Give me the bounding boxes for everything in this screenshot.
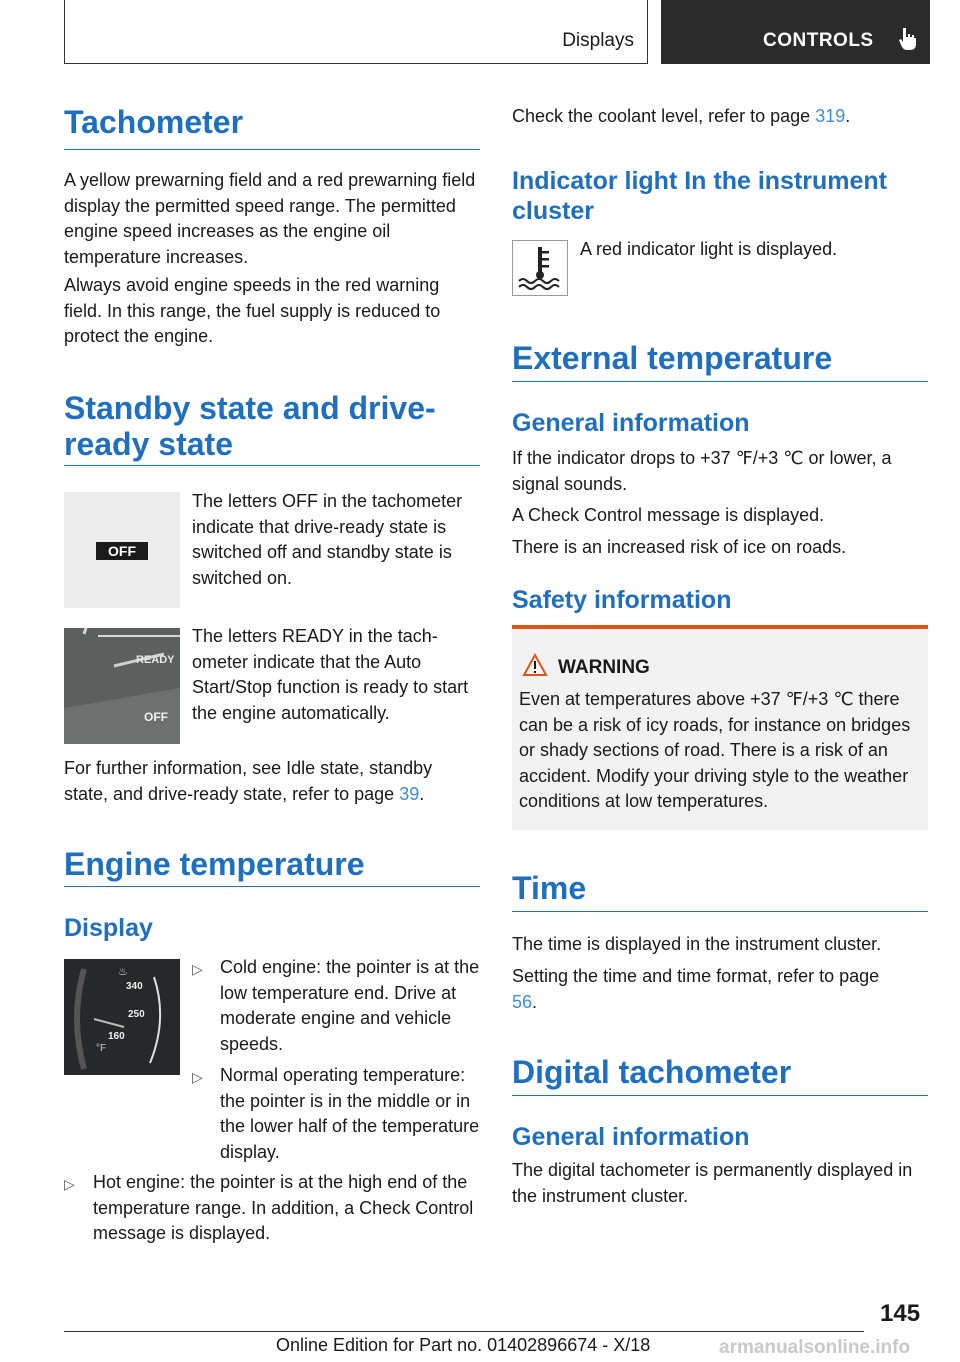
time-para-2 bbox=[512, 964, 892, 1015]
triangle-bullet-icon: ▷ bbox=[64, 1176, 75, 1192]
heading-digital-general-information: General information bbox=[512, 1123, 750, 1151]
header-section-title: Displays bbox=[562, 30, 634, 51]
external-para-1: If the indicator drops to +37 ℉/+3 ℃ or lower, a signal sounds. bbox=[512, 448, 892, 494]
coolant-check-text bbox=[512, 104, 928, 130]
heading-time: Time bbox=[512, 870, 928, 912]
coolant-check-end: . bbox=[845, 106, 851, 126]
page-link-39[interactable]: 39 bbox=[399, 783, 420, 804]
time-para-1: The time is displayed in the instrument cluster. bbox=[512, 934, 882, 954]
gauge-label-250: 250 bbox=[128, 1009, 145, 1020]
heading-external-temperature: External temperature bbox=[512, 340, 928, 382]
coolant-gauge-icon: ♨ bbox=[118, 966, 128, 978]
off-description: The letters OFF in the tachometer indicate that drive-ready state is switched off and standby state is switched on. bbox=[192, 491, 463, 588]
ready-description: The letters READY in the tachometer indicate that the Auto Start/Stop function is ready to start the engine automatically. bbox=[192, 626, 469, 723]
bullet-cold-engine-text: Cold engine: the pointer is at the low temperature end. Drive at moderate engine and vehicle speeds. bbox=[220, 957, 480, 1054]
heading-indicator-light bbox=[512, 166, 928, 226]
coolant-temperature-icon bbox=[512, 240, 568, 296]
gauge-label-160: 160 bbox=[108, 1031, 125, 1042]
external-para-3: There is an increased risk of ice on roads. bbox=[512, 537, 847, 557]
hand-pointer-icon bbox=[897, 26, 921, 57]
warning-title: WARNING bbox=[558, 657, 650, 678]
page-link-56[interactable]: 56 bbox=[512, 991, 533, 1012]
heading-safety-information: Safety information bbox=[512, 586, 732, 614]
further-info-body: For further information, see Idle state, standby state, and drive-ready state, refer to page bbox=[64, 758, 433, 804]
chapter-tab-label: CONTROLS bbox=[763, 30, 874, 51]
standby-heading-line1: Standby state and drive- bbox=[64, 390, 436, 426]
further-info-end: . bbox=[419, 783, 425, 804]
standby-heading-line2: ready state bbox=[64, 426, 233, 462]
temperature-gauge-image bbox=[64, 959, 180, 1075]
bullet-normal-temp bbox=[192, 1063, 480, 1167]
ready-image-label: READY bbox=[136, 654, 175, 666]
ready-image-off-label: OFF bbox=[144, 710, 168, 724]
page-number: 145 bbox=[880, 1300, 921, 1327]
external-para-2: A Check Control message is displayed. bbox=[512, 505, 825, 525]
off-indicator-image bbox=[64, 492, 180, 608]
heading-tachometer: Tachometer bbox=[64, 104, 480, 150]
header-frame bbox=[64, 0, 648, 64]
heading-general-information: General information bbox=[512, 409, 750, 437]
digital-para-1: The digital tachometer is permanently displayed in the instrument cluster. bbox=[512, 1160, 913, 1206]
coolant-check-body: Check the coolant level, refer to page bbox=[512, 106, 816, 126]
triangle-bullet-icon: ▷ bbox=[192, 961, 203, 977]
indicator-text: A red indicator light is displayed. bbox=[580, 239, 838, 259]
tachometer-para-2: Always avoid engine speeds in the red warning field. In this range, the fuel supply is reduced to protect the engine. bbox=[64, 275, 441, 346]
watermark-text: armanualsonline.info bbox=[719, 1337, 911, 1358]
header-chapter-tab bbox=[661, 0, 930, 64]
warning-triangle-icon bbox=[522, 653, 548, 682]
page-link-319[interactable]: 319 bbox=[815, 106, 846, 126]
heading-digital-tachometer: Digital tachometer bbox=[512, 1054, 928, 1096]
indicator-heading-line1: Indicator light In the instrument bbox=[512, 167, 887, 195]
further-info-text bbox=[64, 756, 480, 807]
bullet-hot-engine bbox=[64, 1170, 480, 1250]
gauge-unit-label: °F bbox=[96, 1043, 107, 1054]
warning-box bbox=[512, 625, 928, 830]
bullet-normal-temp-text: Normal operating temperature: the pointer is in the middle or in the lower half of the temperature display. bbox=[220, 1065, 480, 1162]
time-para-2-body: Setting the time and time format, refer to page bbox=[512, 966, 880, 986]
bullet-cold-engine bbox=[192, 955, 480, 1059]
off-badge: OFF bbox=[96, 542, 148, 560]
time-para-2-end: . bbox=[532, 991, 538, 1012]
ready-indicator-image bbox=[64, 628, 180, 744]
indicator-heading-line2: cluster bbox=[512, 197, 594, 225]
footer-edition: Online Edition for Part no. 01402896674 - X/18 bbox=[276, 1335, 651, 1355]
heading-engine-temperature: Engine temperature bbox=[64, 846, 480, 887]
heading-standby-state bbox=[64, 390, 480, 466]
footer-rule bbox=[64, 1331, 864, 1332]
warning-text: Even at temperatures above +37 ℉/+3 ℃ there can be a risk of icy roads, for instance on bridges or shady sections of road. There is a risk of an accident. Modify your driving style to the weather conditions at low temperatures. bbox=[519, 689, 911, 811]
triangle-bullet-icon: ▷ bbox=[192, 1069, 203, 1085]
gauge-label-340: 340 bbox=[126, 981, 143, 992]
tachometer-para-1: A yellow prewarning field and a red prewarning field display the permitted speed range. The permitted engine speed increases as the engine oil temperature increases. bbox=[64, 170, 476, 267]
heading-display: Display bbox=[64, 914, 153, 942]
bullet-hot-engine-text: Hot engine: the pointer is at the high end of the temperature range. In addition, a Check Control message is displayed. bbox=[93, 1172, 474, 1243]
